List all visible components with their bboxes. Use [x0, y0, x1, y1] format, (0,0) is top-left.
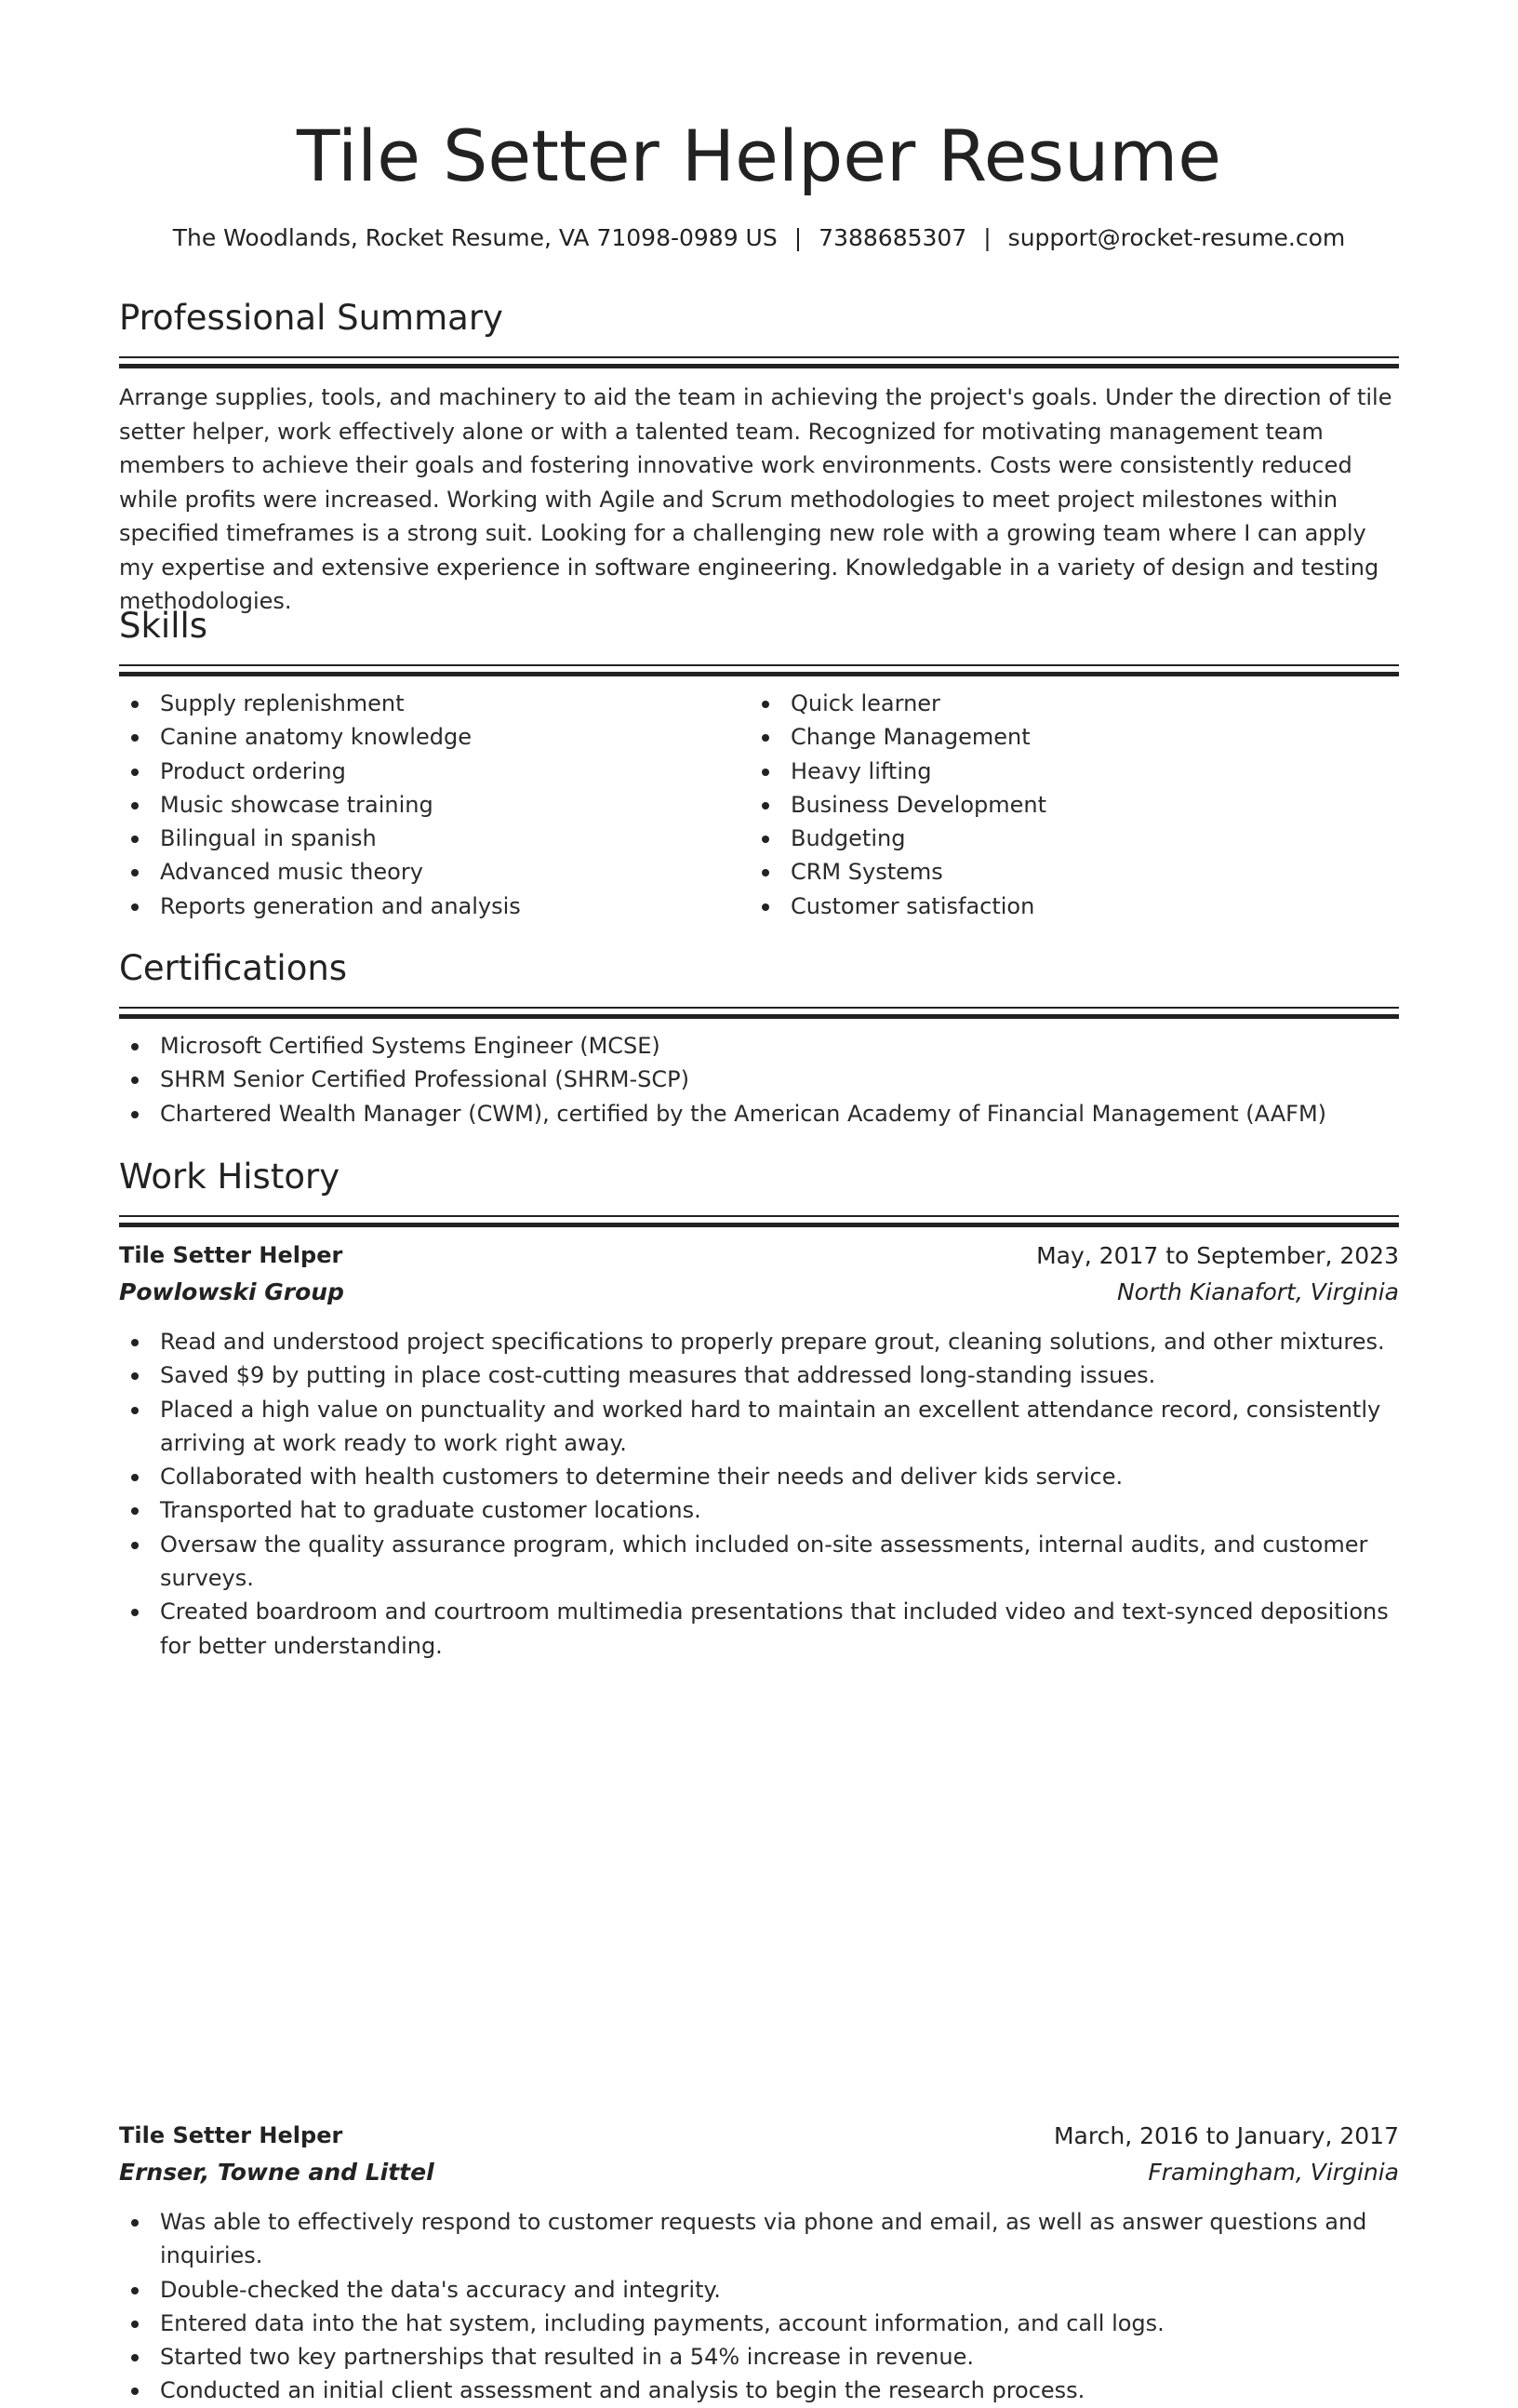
job-bullets — [119, 2205, 1399, 2408]
resume-title: Tile Setter Helper Resume — [296, 114, 1222, 197]
job-dates: May, 2017 to September, 2023 — [1036, 1242, 1399, 1269]
job-bullet: Created boardroom and courtroom multimedia presentations that included video and text-synced depositions for better understanding. — [119, 1595, 1399, 1663]
job-bullets — [119, 1325, 1399, 1663]
certifications-list — [119, 1029, 1399, 1130]
job-location: North Kianafort, Virginia — [1116, 1278, 1399, 1305]
skill-item: Quick learner — [750, 687, 1380, 720]
job-bullet: Was able to effectively respond to customer requests via phone and email, as well as answer questions and inquiries. — [119, 2205, 1399, 2273]
skill-item: Bilingual in spanish — [119, 822, 750, 855]
contact-separator: | — [793, 224, 803, 251]
skill-item: Advanced music theory — [119, 855, 750, 889]
skill-item: Customer satisfaction — [750, 890, 1380, 923]
job-bullet: Transported hat to graduate customer locations. — [119, 1493, 1399, 1527]
skills-section — [119, 603, 1399, 923]
skill-item: Change Management — [750, 720, 1380, 754]
contact-address: The Woodlands, Rocket Resume, VA 71098-0989 US — [172, 224, 778, 251]
certifications-heading: Certifications — [119, 948, 348, 988]
summary-text: Arrange supplies, tools, and machinery to aid the team in achieving the project's goals. Under the direction of tile setter helper, work effectively alone or with a talented team. Recognized for motivating management team members to achieve their goals and fostering innovative work environments. Costs were consistently reduced while profits were increased. Working with Agile and Scrum methodologies to meet project milestones within specified timeframes is a strong suit. Looking for a challenging new role with a growing team where I can apply my expertise and extensive experience in software engineering. Knowledgable in a variety of design and testing methodologies. — [119, 384, 1392, 614]
certification-item: Chartered Wealth Manager (CWM), certified by the American Academy of Financial Management (AAFM) — [119, 1097, 1399, 1130]
job-entry — [119, 2118, 1399, 2408]
job-title: Tile Setter Helper — [119, 1242, 343, 1268]
contact-email: support@rocket-resume.com — [1007, 224, 1346, 251]
contact-phone: 7388685307 — [819, 224, 967, 251]
job-entry — [119, 1237, 1399, 1663]
job-company-row — [119, 1274, 1399, 1310]
skill-item: Heavy lifting — [750, 755, 1380, 788]
summary-section — [119, 295, 1399, 619]
skills-columns — [119, 687, 1399, 923]
job-bullet: Entered data into the hat system, including payments, account information, and call logs. — [119, 2307, 1399, 2340]
skill-item: Canine anatomy knowledge — [119, 720, 750, 754]
job-bullet: Saved $9 by putting in place cost-cutting measures that addressed long-standing issues. — [119, 1358, 1399, 1392]
section-divider — [119, 1215, 1399, 1217]
job-bullet: Collaborated with health customers to determine their needs and deliver kids service. — [119, 1460, 1399, 1493]
skill-item: Business Development — [750, 788, 1380, 822]
work-history-heading: Work History — [119, 1157, 340, 1197]
section-divider — [119, 664, 1399, 666]
section-divider — [119, 1007, 1399, 1009]
certification-item: SHRM Senior Certified Professional (SHRM-SCP) — [119, 1063, 1399, 1096]
job-header-row — [119, 2118, 1399, 2154]
job-company-row — [119, 2154, 1399, 2190]
skill-item: Music showcase training — [119, 788, 750, 822]
skill-item: Budgeting — [750, 822, 1380, 855]
job-dates: March, 2016 to January, 2017 — [1053, 2121, 1399, 2149]
skill-item: Supply replenishment — [119, 687, 750, 720]
skill-item: CRM Systems — [750, 855, 1380, 889]
certification-item: Microsoft Certified Systems Engineer (MCSE) — [119, 1029, 1399, 1063]
contact-separator: | — [983, 224, 992, 251]
contact-line — [119, 220, 1399, 257]
job-bullet: Double-checked the data's accuracy and integrity. — [119, 2273, 1399, 2307]
job-bullet: Read and understood project specifications to properly prepare grout, cleaning solutions, and other mixtures. — [119, 1325, 1399, 1358]
summary-heading: Professional Summary — [119, 298, 503, 338]
job-header-row — [119, 1237, 1399, 1274]
skills-list-right — [750, 687, 1380, 923]
job-title: Tile Setter Helper — [119, 2121, 343, 2148]
certifications-section — [119, 945, 1399, 1130]
skill-item: Product ordering — [119, 755, 750, 788]
job-bullet: Oversaw the quality assurance program, which included on-site assessments, internal audits, and customer surveys. — [119, 1528, 1399, 1596]
job-bullet: Placed a high value on punctuality and worked hard to maintain an excellent attendance record, consistently arriving at work ready to work right away. — [119, 1393, 1399, 1461]
skill-item: Reports generation and analysis — [119, 890, 750, 923]
skills-list-left — [119, 687, 750, 923]
resume-page — [119, 0, 1399, 2404]
skills-heading: Skills — [119, 606, 208, 646]
job-company: Powlowski Group — [119, 1278, 344, 1305]
work-history-section — [119, 1154, 1399, 1217]
section-divider — [119, 356, 1399, 358]
job-company: Ernser, Towne and Littel — [119, 2158, 434, 2186]
job-location: Framingham, Virginia — [1148, 2158, 1399, 2186]
job-bullet: Conducted an initial client assessment and analysis to begin the research process. — [119, 2374, 1399, 2407]
job-bullet: Started two key partnerships that resulted in a 54% increase in revenue. — [119, 2340, 1399, 2374]
